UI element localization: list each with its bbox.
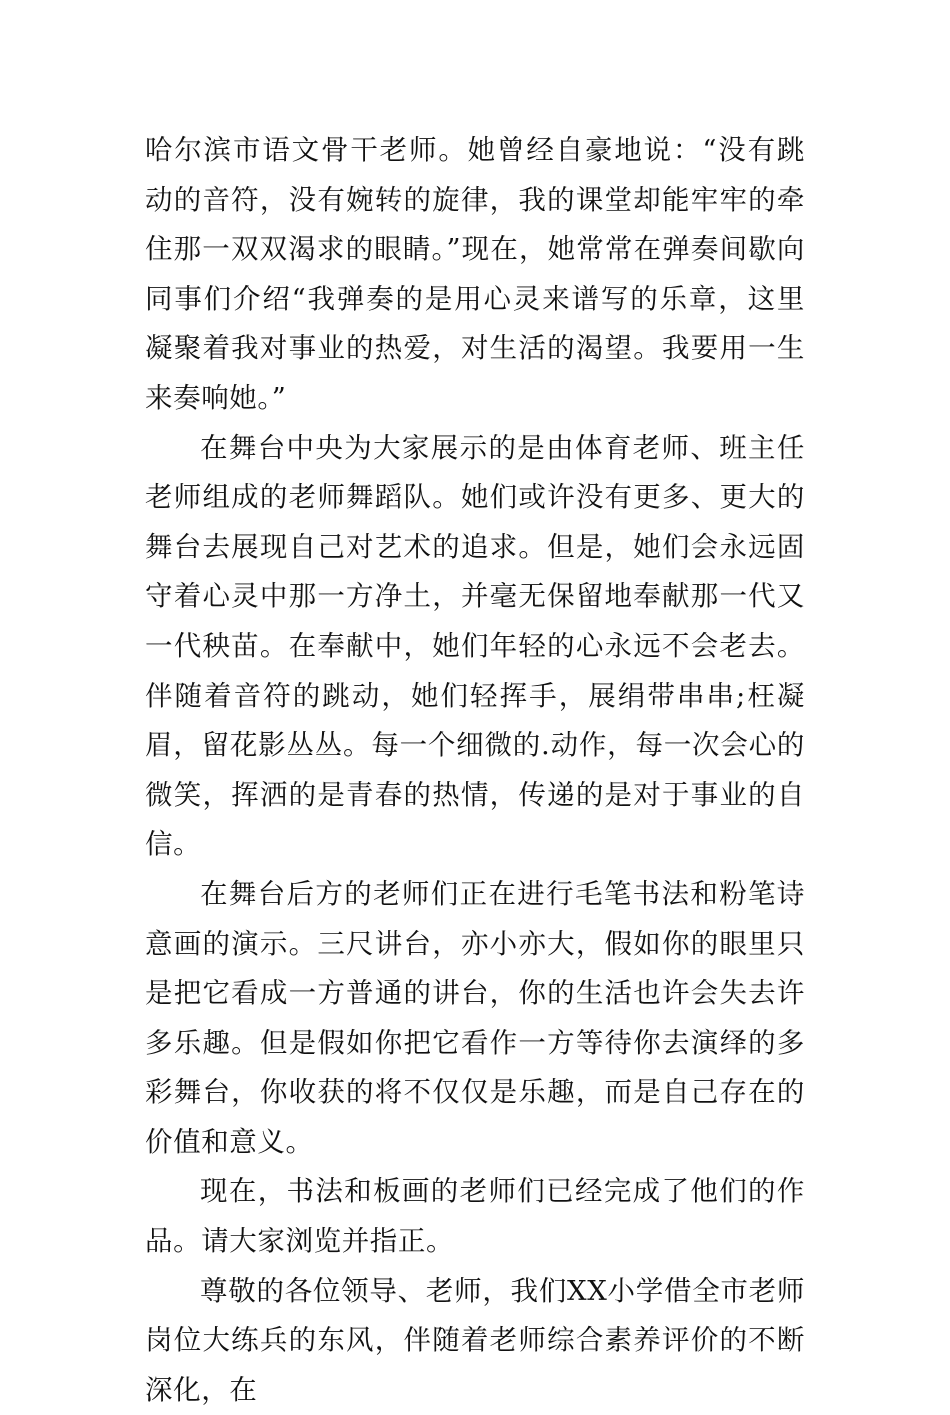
document-body [145,126,805,1415]
paragraph-3: 在舞台后方的老师们正在进行毛笔书法和粉笔诗意画的演示。三尺讲台，亦小亦大，假如你的眼里只是把它看成一方普通的讲台，你的生活也许会失去许多乐趣。但是假如你把它看作一方等待你去演绎的多彩舞台，你收获的将不仅仅是乐趣，而是自己存在的价值和意义。 [145,877,805,1158]
paragraph-4: 现在，书法和板画的老师们已经完成了他们的作品。请大家浏览并指正。 [145,1175,805,1258]
paragraph-2: 在舞台中央为大家展示的是由体育老师、班主任老师组成的老师舞蹈队。她们或许没有更多、更大的舞台去展现自己对艺术的追求。但是，她们会永远固守着心灵中那一方净土，并毫无保留地奉献那一代又一代秧苗。在奉献中，她们年轻的心永远不会老去。伴随着音符的跳动，她们轻挥手，展绢带串串;枉凝眉，留花影丛丛。每一个细微的.动作，每一次会心的微笑，挥洒的是青春的热情，传递的是对于事业的自信。 [145,431,805,861]
paragraph-5: 尊敬的各位领导、老师，我们XX小学借全市老师岗位大练兵的东风，伴随着老师综合素养评价的不断深化，在 [145,1274,805,1406]
paragraph-1: 哈尔滨市语文骨干老师。她曾经自豪地说：“没有跳动的音符，没有婉转的旋律，我的课堂却能牢牢的牵住那一双双渴求的眼睛。”现在，她常常在弹奏间歇向同事们介绍“我弹奏的是用心灵来谱写的乐章，这里凝聚着我对事业的热爱，对生活的渴望。我要用一生来奏响她。” [145,134,805,414]
